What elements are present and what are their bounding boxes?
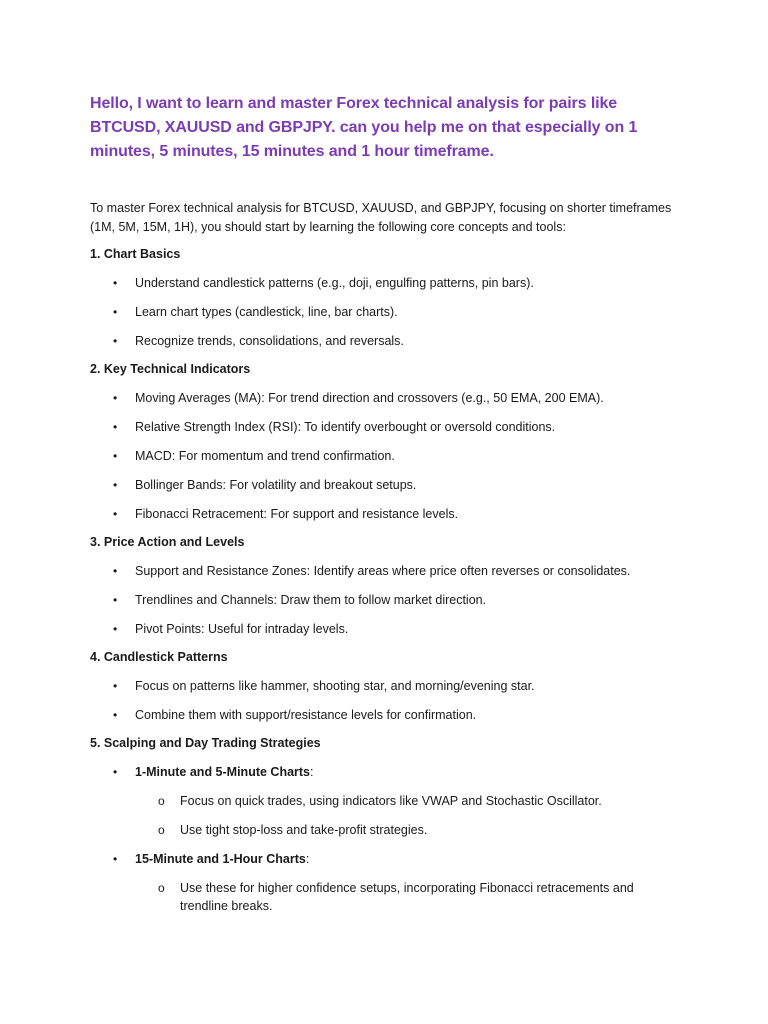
- section-title-chart-basics: 1. Chart Basics: [90, 247, 181, 261]
- section-title-strategies: 5. Scalping and Day Trading Strategies: [90, 736, 321, 750]
- sub-list-item: o Focus on quick trades, using indicators like VWAP and Stochastic Oscillator.: [158, 794, 602, 808]
- intro-paragraph: To master Forex technical analysis for BTCUSD, XAUUSD, and GBPJPY, focusing on shorter timeframes (1M, 5M, 15M, 1H), you should start by learning the following core concepts and tools:: [90, 201, 672, 234]
- bullet-icon: •: [113, 622, 118, 636]
- list-item: • Fibonacci Retracement: For support and resistance levels.: [113, 507, 459, 521]
- list-item: • Combine them with support/resistance levels for confirmation.: [113, 708, 477, 722]
- list-item: • Trendlines and Channels: Draw them to follow market direction.: [113, 593, 487, 607]
- bullet-icon: •: [113, 564, 118, 578]
- strategies-list: [90, 763, 680, 781]
- list-item: • Focus on patterns like hammer, shooting star, and morning/evening star.: [113, 679, 535, 693]
- bullet-icon: •: [113, 449, 118, 463]
- bullet-icon: •: [113, 765, 118, 779]
- sub-list-item: o Use tight stop-loss and take-profit strategies.: [158, 823, 428, 837]
- list-item: • Understand candlestick patterns (e.g., doji, engulfing patterns, pin bars).: [113, 276, 534, 290]
- section-title-candlestick-patterns: 4. Candlestick Patterns: [90, 650, 228, 664]
- bullet-icon: •: [113, 420, 118, 434]
- bullet-icon: •: [113, 391, 118, 405]
- bullet-icon: •: [113, 507, 118, 521]
- list-item: • Relative Strength Index (RSI): To identify overbought or oversold conditions.: [113, 420, 556, 434]
- circle-bullet-icon: o: [158, 794, 165, 808]
- sub-list-item: o Use these for higher confidence setups, incorporating Fibonacci retracements and trendline breaks.: [158, 881, 634, 913]
- list-item: • Recognize trends, consolidations, and reversals.: [113, 334, 404, 348]
- indicators-list: [90, 389, 680, 523]
- longer-timeframe-sublist: [90, 879, 680, 915]
- section-title-price-action: 3. Price Action and Levels: [90, 535, 245, 549]
- candlestick-list: [90, 677, 680, 724]
- list-item: • 15-Minute and 1-Hour Charts:: [113, 852, 310, 866]
- section-title-indicators: 2. Key Technical Indicators: [90, 362, 251, 376]
- prompt-heading: Hello, I want to learn and master Forex technical analysis for pairs like BTCUSD, XAUUSD and GBPJPY. can you help me on that especially on 1 minutes, 5 minutes, 15 minutes and 1 hour timeframe.: [90, 95, 638, 160]
- list-item: • 1-Minute and 5-Minute Charts:: [113, 765, 314, 779]
- list-item: • Support and Resistance Zones: Identify areas where price often reverses or consolidates.: [113, 564, 631, 578]
- bullet-icon: •: [113, 708, 118, 722]
- list-item: • MACD: For momentum and trend confirmation.: [113, 449, 395, 463]
- bullet-icon: •: [113, 305, 118, 319]
- list-item: • Learn chart types (candlestick, line, bar charts).: [113, 305, 398, 319]
- group-label: 1-Minute and 5-Minute Charts: [135, 765, 311, 779]
- bullet-icon: •: [113, 334, 118, 348]
- list-item: • Moving Averages (MA): For trend direction and crossovers (e.g., 50 EMA, 200 EMA).: [113, 391, 604, 405]
- bullet-icon: •: [113, 276, 118, 290]
- group-label: 15-Minute and 1-Hour Charts: [135, 852, 306, 866]
- list-item: • Bollinger Bands: For volatility and breakout setups.: [113, 478, 417, 492]
- circle-bullet-icon: o: [158, 881, 165, 895]
- document-page: [90, 92, 680, 915]
- price-action-list: [90, 562, 680, 638]
- circle-bullet-icon: o: [158, 823, 165, 837]
- bullet-icon: •: [113, 478, 118, 492]
- bullet-icon: •: [113, 593, 118, 607]
- bullet-icon: •: [113, 679, 118, 693]
- strategies-list-2: [90, 850, 680, 868]
- chart-basics-list: [90, 274, 680, 350]
- short-timeframe-sublist: [90, 792, 680, 839]
- bullet-icon: •: [113, 852, 118, 866]
- list-item: • Pivot Points: Useful for intraday levels.: [113, 622, 349, 636]
